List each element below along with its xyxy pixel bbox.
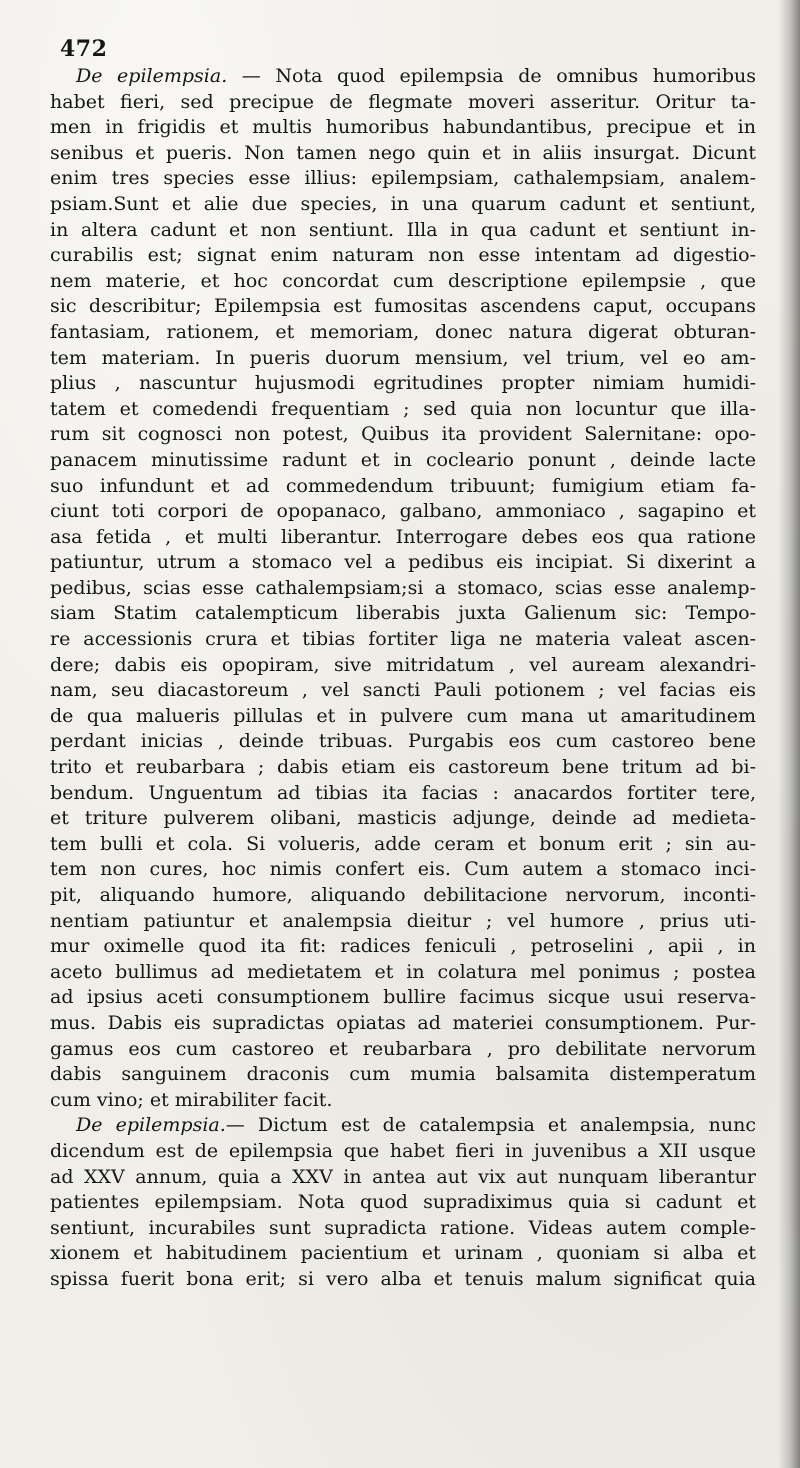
text-line	[50, 64, 756, 90]
text-line: nentiam patiuntur et analempsia dieitur ; vel humore , prius uti-	[50, 909, 756, 932]
text-line: mur oximelle quod ita fit: radices feniculi , petroselini , apii , in	[50, 935, 756, 958]
text-line: spissa fuerit bona erit; si vero alba et tenuis malum significat quia	[50, 1267, 756, 1290]
text-line: curabilis est; signat enim naturam non esse intentam ad digestio-	[50, 244, 756, 267]
text-line: panacem minutissime radunt et in cocleario ponunt , deinde lacte	[50, 448, 756, 471]
text-line: dere; dabis eis opopiram, sive mitridatum , vel auream alexandri-	[50, 653, 756, 676]
text-line: ad ipsius aceti consumptionem bullire facimus sicque usui reserva-	[50, 986, 756, 1009]
text-line: siam Statim catalempticum liberabis juxta Galienum sic: Tempo-	[50, 602, 756, 625]
text-line: re accessionis crura et tibias fortiter liga ne materia valeat ascen-	[50, 628, 756, 651]
text-line: pedibus, scias esse cathalempsiam;si a stomaco, scias esse analemp-	[50, 576, 756, 599]
text-line: et triture pulverem olibani, masticis adjunge, deinde ad medieta-	[50, 807, 756, 830]
text-line: habet fieri, sed precipue de flegmate moveri asseritur. Oritur ta-	[50, 90, 756, 113]
text-line-content: — Nota quod epilempsia de omnibus humoribus	[227, 65, 756, 87]
text-line: tem non cures, hoc nimis confert eis. Cum autem a stomaco inci-	[50, 858, 756, 881]
text-line: asa fetida , et multi liberantur. Interrogare debes eos qua ratione	[50, 525, 756, 548]
text-line: aceto bullimus ad medietatem et in colatura mel ponimus ; postea	[50, 960, 756, 983]
text-line: mus. Dabis eis supradictas opiatas ad materiei consumptionem. Pur-	[50, 1011, 756, 1034]
text-line: senibus et pueris. Non tamen nego quin et in aliis insurgat. Dicunt	[50, 141, 756, 164]
text-line: nem materie, et hoc concordat cum descriptione epilempsie , que	[50, 269, 756, 292]
text-line: men in frigidis et multis humoribus habundantibus, precipue et in	[50, 116, 756, 139]
text-line: plius , nascuntur hujusmodi egritudines propter nimiam humidi-	[50, 372, 756, 395]
text-line: gamus eos cum castoreo et reubarbara , pro debilitate nervorum	[50, 1037, 756, 1060]
text-line: cum vino; et mirabiliter facit.	[50, 1088, 333, 1111]
section-heading: De epilempsia.	[76, 1114, 226, 1137]
text-line: pit, aliquando humore, aliquando debilitacione nervorum, inconti-	[50, 884, 756, 906]
text-line: patiuntur, utrum a stomaco vel a pedibus eis incipiat. Si dixerint a	[50, 551, 756, 574]
text-line: tem bulli et cola. Si volueris, adde ceram et bonum erit ; sin au-	[50, 832, 756, 855]
text-line: patientes epilempsiam. Nota quod supradiximus quia si cadunt et	[50, 1191, 756, 1214]
text-line: in altera cadunt et non sentiunt. Illa in qua cadunt et sentiunt in-	[50, 218, 756, 241]
text-line: suo infundunt et ad commedendum tribuunt; fumigium etiam fa-	[50, 474, 756, 497]
page-edge-shadow	[778, 0, 800, 1468]
text-line-content: — Dictum est de catalempsia et analempsia, nunc	[225, 1114, 756, 1137]
text-line: tem materiam. In pueris duorum mensium, vel trium, vel eo am-	[50, 346, 756, 369]
text-line: psiam.Sunt et alie due species, in una quarum cadunt et sentiunt,	[50, 192, 756, 215]
text-line: trito et reubarbara ; dabis etiam eis castoreum bene tritum ad bi-	[50, 756, 756, 779]
text-line: ciunt toti corpori de opopanaco, galbano, ammoniaco , sagapino et	[50, 500, 756, 523]
body-text	[50, 64, 756, 1293]
text-line: nam, seu diacastoreum , vel sancti Pauli potionem ; vel facias eis	[50, 679, 756, 702]
text-line: fantasiam, rationem, et memoriam, donec natura digerat obturan-	[50, 320, 756, 343]
text-line: rum sit cognosci non potest, Quibus ita provident Salernitane: opo-	[50, 423, 756, 446]
text-line: xionem et habitudinem pacientium et urinam , quoniam si alba et	[50, 1242, 756, 1265]
section-heading: De epilempsia.	[76, 65, 228, 87]
text-line: perdant inicias , deinde tribuas. Purgabis eos cum castoreo bene	[50, 730, 756, 753]
text-line: de qua malueris pillulas et in pulvere cum mana ut amaritudinem	[50, 704, 756, 727]
text-line: bendum. Unguentum ad tibias ita facias : anacardos fortiter tere,	[50, 781, 756, 804]
text-line: tatem et comedendi frequentiam ; sed quia non locuntur que illa-	[50, 397, 756, 420]
text-line	[50, 1113, 756, 1139]
text-line: sic describitur; Epilempsia est fumositas ascendens caput, occupans	[50, 295, 756, 318]
text-line: enim tres species esse illius: epilempsiam, cathalempsiam, analem-	[50, 167, 756, 190]
page-number: 472	[60, 36, 108, 62]
text-line: ad XXV annum, quia a XXV in antea aut vix aut nunquam liberantur	[50, 1165, 756, 1188]
text-line: sentiunt, incurabiles sunt supradicta ratione. Videas autem comple-	[50, 1216, 756, 1239]
text-line: dabis sanguinem draconis cum mumia balsamita distemperatum	[50, 1063, 756, 1086]
text-line: dicendum est de epilempsia que habet fieri in juvenibus a XII usque	[50, 1139, 756, 1162]
